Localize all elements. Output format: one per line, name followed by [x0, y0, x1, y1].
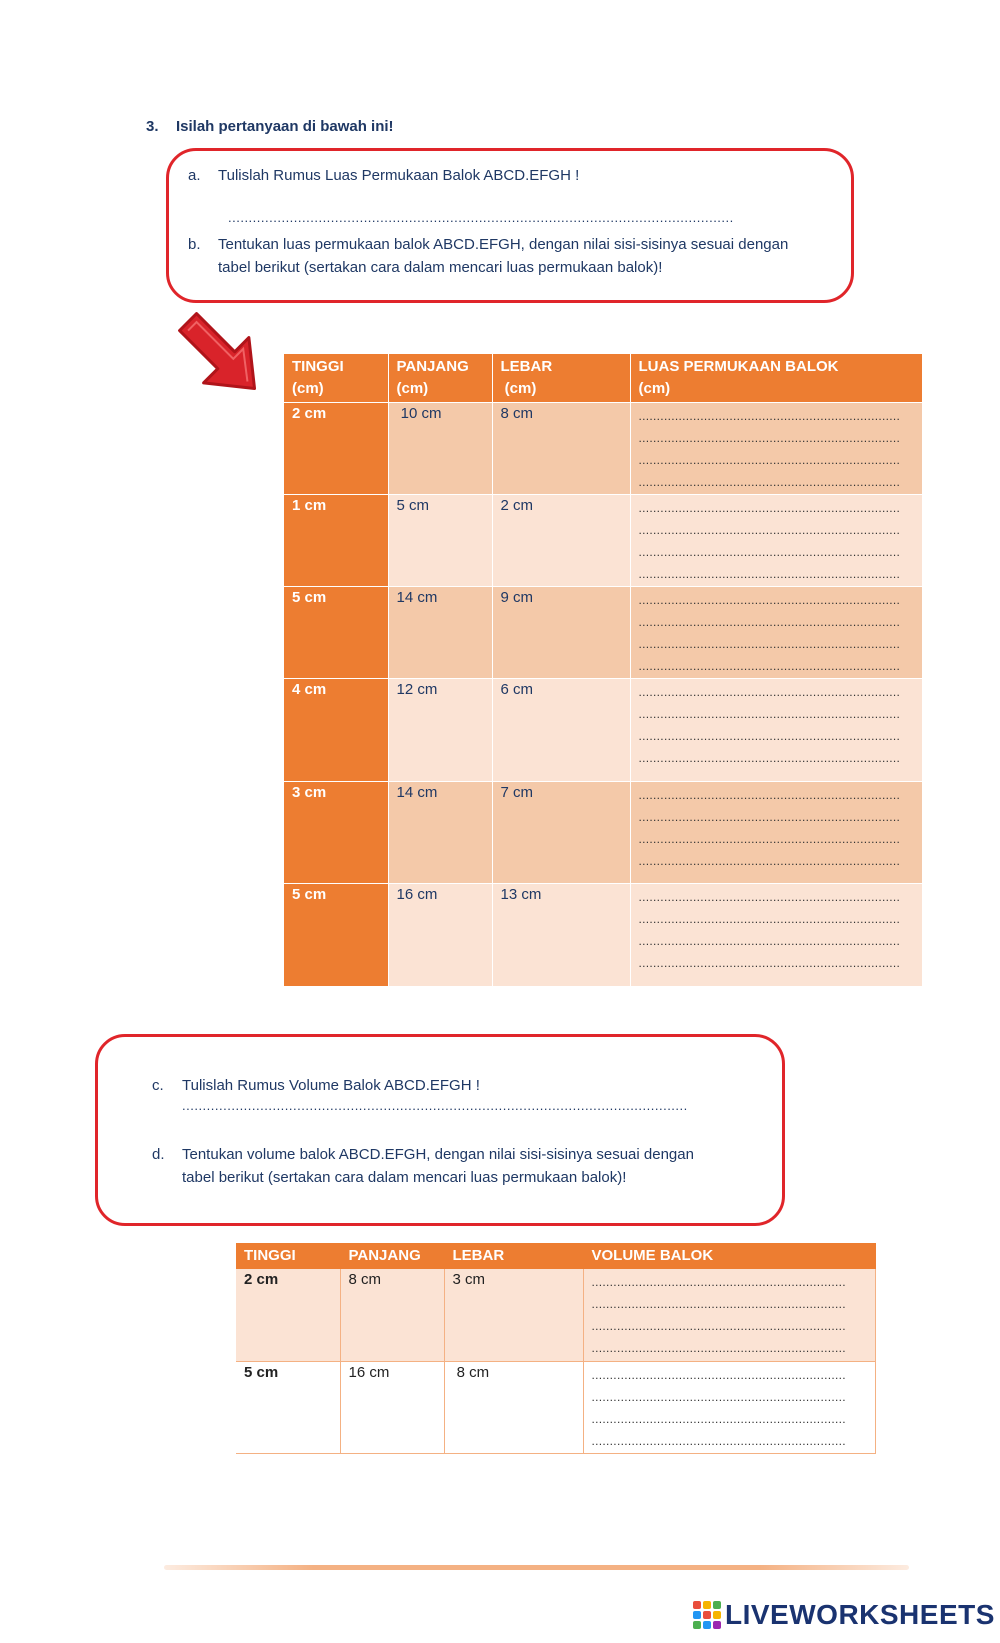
cell-tinggi: 2 cm [236, 1269, 340, 1361]
cell-lebar: 7 cm [492, 782, 630, 884]
question-number: 3. [146, 118, 159, 135]
cell-panjang: 16 cm [388, 884, 492, 987]
header-panjang: PANJANG (cm) [388, 354, 492, 403]
header-tinggi: TINGGI [236, 1243, 340, 1269]
header-panjang: PANJANG [340, 1243, 444, 1269]
item-b-line2: tabel berikut (sertakan cara dalam mencari luas permukaan balok)! [218, 259, 663, 276]
liveworksheets-logo[interactable] [693, 1598, 995, 1632]
question-heading [146, 118, 394, 135]
cell-lebar: 2 cm [492, 495, 630, 587]
logo-text: LIVEWORKSHEETS [725, 1599, 995, 1630]
cell-panjang: 12 cm [388, 679, 492, 782]
cell-answer[interactable]: ........................................................................ ........................................................................ ........................................................................ ........................................................................ [630, 587, 922, 679]
cell-tinggi: 5 cm [284, 884, 388, 987]
cell-lebar: 9 cm [492, 587, 630, 679]
answer-line-c[interactable]: ........................................................................................................................... [182, 1098, 688, 1113]
item-d-line2: tabel berikut (sertakan cara dalam mencari luas permukaan balok)! [182, 1169, 627, 1186]
cell-lebar: 8 cm [492, 403, 630, 495]
item-c [152, 1074, 772, 1098]
cell-panjang: 5 cm [388, 495, 492, 587]
table-row [284, 403, 922, 495]
item-d [152, 1143, 772, 1189]
instruction-box-2 [95, 1034, 785, 1226]
question-title: Isilah pertanyaan di bawah ini! [176, 118, 394, 135]
cell-tinggi: 4 cm [284, 679, 388, 782]
cell-panjang: 14 cm [388, 587, 492, 679]
item-c-text: Tulislah Rumus Volume Balok ABCD.EFGH ! [182, 1077, 480, 1094]
cell-answer[interactable]: ........................................................................ ........................................................................ ........................................................................ ........................................................................ [630, 679, 922, 782]
cell-answer[interactable]: ........................................................................ ........................................................................ ........................................................................ ........................................................................ [630, 495, 922, 587]
header-tinggi: TINGGI (cm) [284, 354, 388, 403]
cell-lebar: 8 cm [444, 1361, 583, 1453]
cell-lebar: 13 cm [492, 884, 630, 987]
cell-answer[interactable]: ........................................................................ ........................................................................ ........................................................................ ........................................................................ [630, 884, 922, 987]
table-row [284, 782, 922, 884]
item-d-label: d. [152, 1146, 165, 1163]
table-luas-permukaan [284, 354, 923, 987]
cell-panjang: 10 cm [388, 403, 492, 495]
answer-line-a[interactable]: ........................................................................................................................... [228, 210, 734, 225]
table-row [236, 1269, 875, 1361]
table-row [284, 884, 922, 987]
cell-panjang: 14 cm [388, 782, 492, 884]
header-luas: LUAS PERMUKAAN BALOK (cm) [630, 354, 922, 403]
table-header-row [284, 354, 922, 403]
cell-lebar: 6 cm [492, 679, 630, 782]
item-b-line1: Tentukan luas permukaan balok ABCD.EFGH, dengan nilai sisi-sisinya sesuai dengan [218, 236, 789, 253]
cell-panjang: 8 cm [340, 1269, 444, 1361]
header-lebar: LEBAR [444, 1243, 583, 1269]
table-header-row [236, 1243, 875, 1269]
cell-answer[interactable]: ...................................................................... ...................................................................... ...................................................................... ...................................................................... [583, 1361, 875, 1453]
cell-tinggi: 3 cm [284, 782, 388, 884]
table-row [236, 1361, 875, 1453]
item-b-label: b. [188, 236, 201, 253]
cell-answer[interactable]: ........................................................................ ........................................................................ ........................................................................ ........................................................................ [630, 782, 922, 884]
header-volume: VOLUME BALOK [583, 1243, 875, 1269]
item-d-line1: Tentukan volume balok ABCD.EFGH, dengan nilai sisi-sisinya sesuai dengan [182, 1146, 694, 1163]
item-a-text: Tulislah Rumus Luas Permukaan Balok ABCD.EFGH ! [218, 167, 580, 184]
cell-answer[interactable]: ........................................................................ ........................................................................ ........................................................................ ........................................................................ [630, 403, 922, 495]
item-c-label: c. [152, 1077, 164, 1094]
cell-answer[interactable]: ...................................................................... ...................................................................... ...................................................................... ...................................................................... [583, 1269, 875, 1361]
cell-tinggi: 5 cm [236, 1361, 340, 1453]
footer-divider [164, 1565, 909, 1570]
liveworksheets-logo-icon [693, 1601, 721, 1629]
item-a [188, 164, 828, 188]
red-arrow-icon [176, 306, 268, 406]
table-row [284, 679, 922, 782]
cell-tinggi: 1 cm [284, 495, 388, 587]
table-row [284, 495, 922, 587]
cell-panjang: 16 cm [340, 1361, 444, 1453]
header-lebar: LEBAR (cm) [492, 354, 630, 403]
cell-lebar: 3 cm [444, 1269, 583, 1361]
item-b [188, 233, 838, 279]
cell-tinggi: 2 cm [284, 403, 388, 495]
cell-tinggi: 5 cm [284, 587, 388, 679]
table-row [284, 587, 922, 679]
item-a-label: a. [188, 167, 201, 184]
table-volume [236, 1243, 876, 1454]
